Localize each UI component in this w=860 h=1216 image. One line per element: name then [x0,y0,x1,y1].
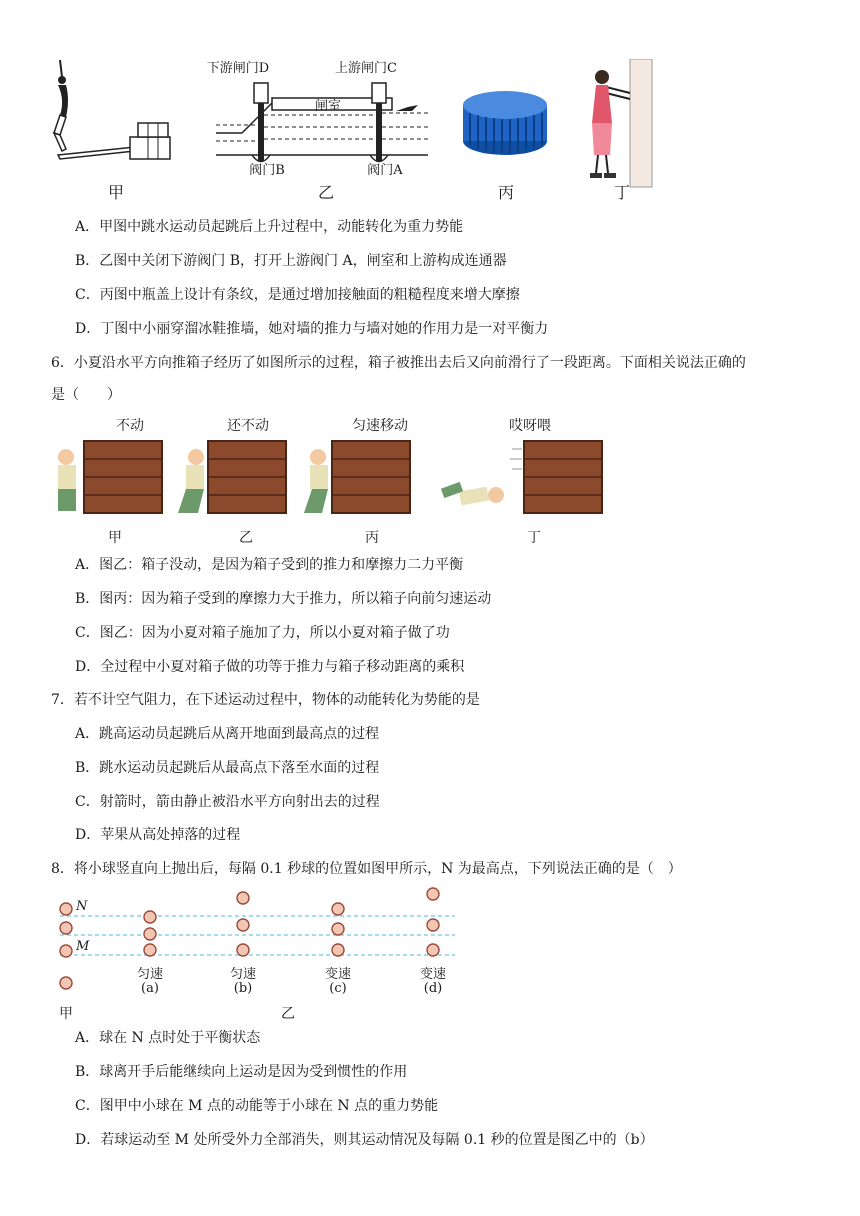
label-chamber: 闸室 [314,99,341,114]
panel-title-4: 哎呀喂 [509,418,551,434]
q6-option-a: A．图乙：箱子没动，是因为箱子受到的推力和摩擦力二力平衡 [75,557,464,573]
q6-option-c: C．图乙：因为小夏对箱子施加了力，所以小夏对箱子做了功 [75,625,450,641]
q7-stem: 7．若不计空气阻力，在下述运动过程中，物体的动能转化为势能的是 [51,692,480,708]
q7-option-c: C．射箭时，箭由静止被沿水平方向射出去的过程 [75,794,380,810]
q5-option-b: B．乙图中关闭下游阀门 B，打开上游阀门 A，闸室和上游构成连通器 [75,253,507,269]
panel-ding [441,441,602,513]
q5-figure [40,55,680,205]
ball-jia-3 [60,945,72,957]
panel-title-1: 不动 [116,418,144,434]
label-n: N [76,899,88,914]
ball-a-1 [144,911,156,923]
column-type-d: 变速 [419,967,446,982]
ball-a-2 [144,928,156,940]
push-box-panels [50,435,610,520]
q7-option-d: D．苹果从高处掉落的过程 [75,827,241,843]
caption-jia: 甲 [107,183,124,202]
q8-option-b: B．球离开手后能继续向上运动是因为受到惯性的作用 [75,1064,408,1080]
label-gate-c: 上游闸门C [335,61,397,76]
q7-option-a: A．跳高运动员起跳后从离开地面到最高点的过程 [75,726,380,742]
caption-q8-yi: 乙 [281,1006,295,1022]
q6-option-b: B．图丙：因为箱子受到的摩擦力大于推力，所以箱子向前匀速运动 [75,591,492,607]
panel-title-3: 匀速移动 [352,418,408,434]
ball-a-3 [144,944,156,956]
caption-yi: 乙 [317,183,334,202]
panel-jia [58,441,162,513]
ball-d-2 [427,919,439,931]
q8-figure [50,885,470,1020]
caption-ding: 丁 [613,183,630,202]
label-gate-d: 下游闸门D [206,61,270,76]
column-id-b: (b) [233,981,253,996]
ball-b-3 [237,944,249,956]
diver-illustration [40,55,180,165]
q7-option-b: B．跳水运动员起跳后从最高点下落至水面的过程 [75,760,380,776]
column-id-d: (d) [423,981,443,996]
ball-c-1 [332,903,344,915]
column-type-b: 匀速 [229,967,256,982]
bottle-cap-illustration [460,83,550,163]
q5-option-a: A．甲图中跳水运动员起跳后上升过程中，动能转化为重力势能 [75,219,464,235]
ball-d-1 [427,888,439,900]
ship-lock-diagram [212,73,432,173]
ball-d-3 [427,944,439,956]
panel-yi [178,441,286,513]
caption-q8-jia: 甲 [59,1006,73,1022]
ball-jia-2 [60,922,72,934]
panel-caption-3: 丙 [365,530,379,546]
ball-jia-4 [60,977,72,989]
column-type-a: 匀速 [136,967,163,982]
q5-option-c: C．丙图中瓶盖上设计有条纹，是通过增加接触面的粗糙程度来增大摩擦 [75,287,520,303]
label-m: M [76,939,90,954]
q8-option-c: C．图甲中小球在 M 点的动能等于小球在 N 点的重力势能 [75,1098,439,1114]
q6-figure [50,413,610,548]
q5-option-d: D．丁图中小丽穿溜冰鞋推墙，她对墙的推力与墙对她的作用力是一对平衡力 [75,321,549,337]
q8-option-d: D．若球运动至 M 处所受外力全部消失，则其运动情况及每隔 0.1 秒的位置是图乙中的（b） [75,1132,654,1148]
label-valve-b: 阀门B [249,163,285,178]
label-valve-a: 阀门A [367,163,403,178]
q6-stem-line1: 6．小夏沿水平方向推箱子经历了如图所示的过程，箱子被推出去后又向前滑行了一段距离。下面相关说法正确的 [51,355,746,371]
ball-b-1 [237,892,249,904]
q6-stem-line2: 是（ ） [51,387,121,403]
panel-caption-2: 乙 [239,530,253,546]
ball-c-3 [332,944,344,956]
panel-caption-1: 甲 [108,530,122,546]
ball-b-2 [237,919,249,931]
panel-caption-4: 丁 [527,530,541,546]
q6-option-d: D．全过程中小夏对箱子做的功等于推力与箱子移动距离的乘积 [75,659,465,675]
q8-stem: 8．将小球竖直向上抛出后，每隔 0.1 秒球的位置如图甲所示，N 为最高点，下列说法正确的是（ ） [51,861,682,877]
column-id-a: (a) [141,981,159,996]
q8-option-a: A．球在 N 点时处于平衡状态 [75,1030,261,1046]
girl-pushing-wall-illustration [580,59,655,189]
panel-bing [304,441,410,513]
column-id-c: (c) [329,981,347,996]
panel-title-2: 还不动 [227,418,269,434]
ball-jia-1 [60,903,72,915]
column-type-c: 变速 [324,967,351,982]
ball-c-2 [332,923,344,935]
caption-bing: 丙 [497,183,514,202]
